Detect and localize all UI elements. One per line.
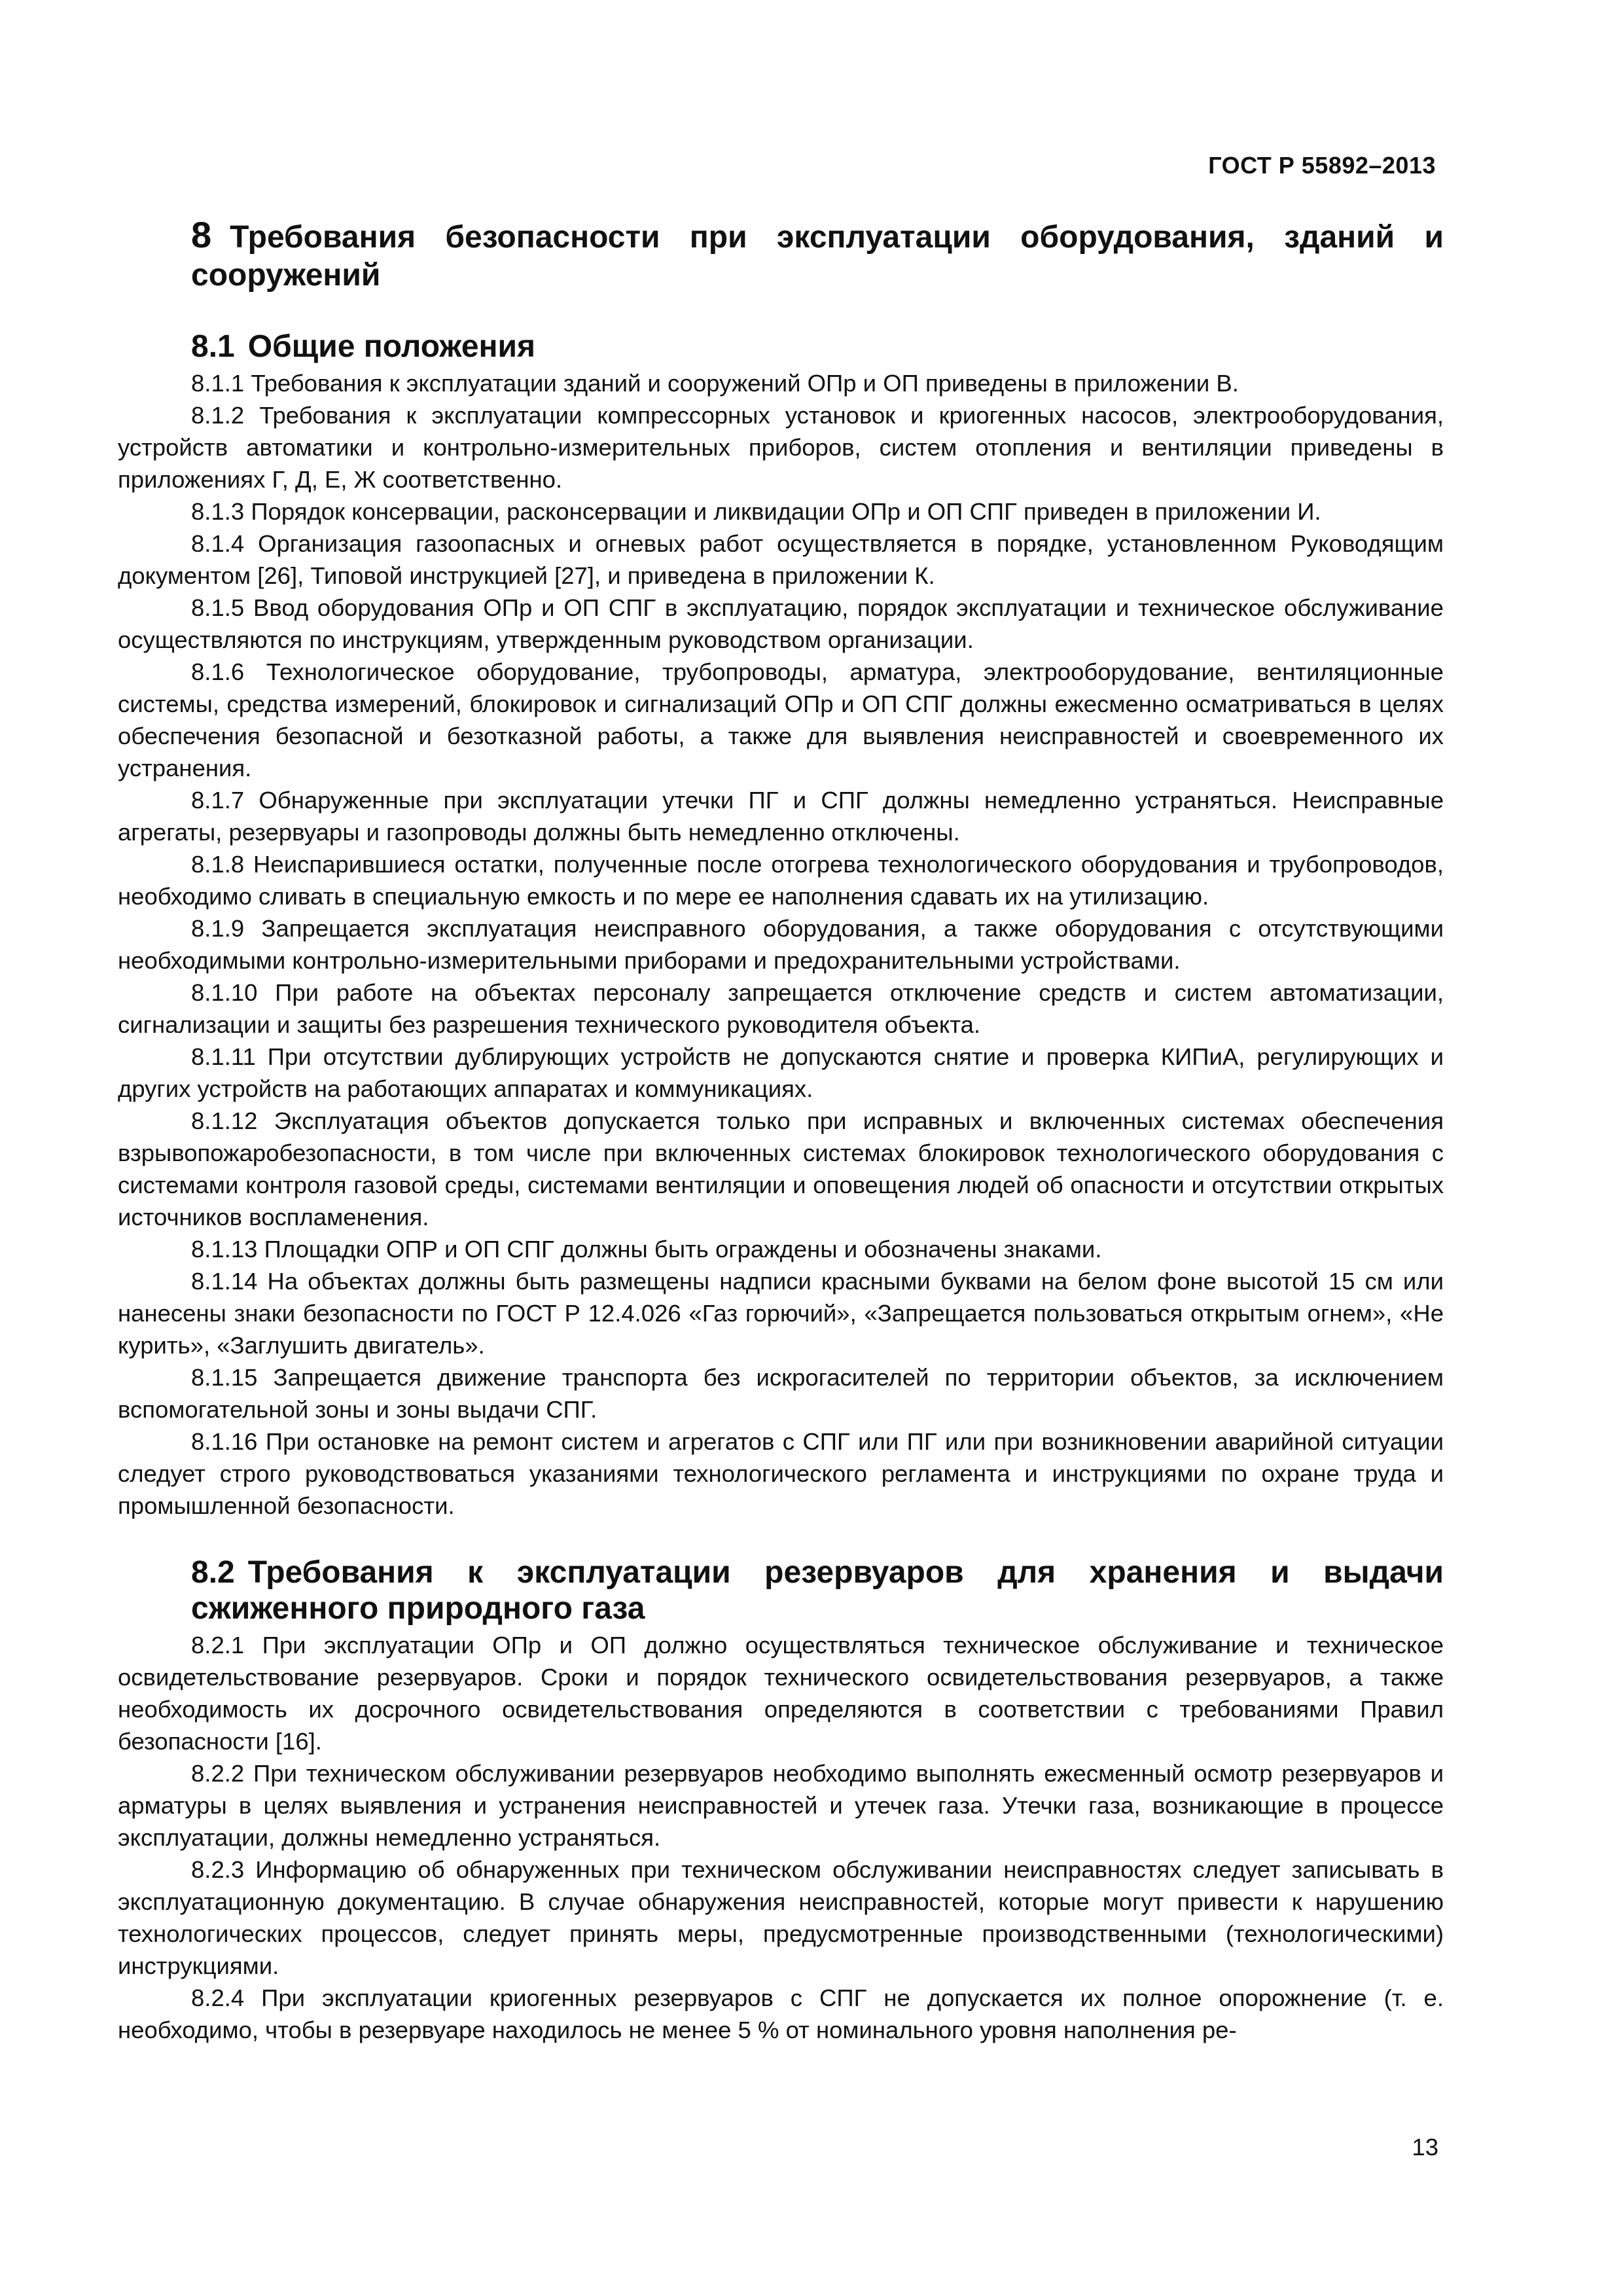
- page-content: [118, 216, 1444, 2046]
- paragraph-8-1-8: 8.1.8 Неиспарившиеся остатки, полученные после отогрева технологического оборудования и трубопроводов, необходимо сливать в специальную емкость и по мере ее наполнения сдавать их на утилизацию.: [118, 851, 1444, 910]
- paragraph-8-1-7: 8.1.7 Обнаруженные при эксплуатации утечки ПГ и СПГ должны немедленно устраняться. Неисправные агрегаты, резервуары и газопроводы должны быть немедленно отключены.: [118, 787, 1444, 846]
- paragraph-8-1-3: 8.1.3 Порядок консервации, расконсервации и ликвидации ОПр и ОП СПГ приведен в приложении И.: [191, 498, 1321, 525]
- paragraph-8-1-5: 8.1.5 Ввод оборудования ОПр и ОП СПГ в эксплуатацию, порядок эксплуатации и техническое обслуживание осуществляются по инструкциям, утвержденным руководством организации.: [118, 594, 1444, 653]
- paragraph-8-1-12: 8.1.12 Эксплуатация объектов допускается только при исправных и включенных системах обеспечения взрывопожаробезопасности, в том числе при включенных системах блокировок технологического оборудования с системами контроля газовой среды, системами вентиляции и оповещения людей об опасности и отсутствии открытых источников воспламенения.: [118, 1107, 1444, 1230]
- paragraph-8-1-6: 8.1.6 Технологическое оборудование, трубопроводы, арматура, электрооборудование, вентиляционные системы, средства измерений, блокировок и сигнализаций ОПр и ОП СПГ должны ежесменно осматриваться в целях обеспечения безопасной и безотказной работы, а также для выявления неисправностей и своевременного их устранения.: [118, 658, 1444, 781]
- page-number: 13: [1412, 2134, 1438, 2161]
- subsection-number: 8.2: [191, 1555, 235, 1590]
- paragraph-8-2-4: 8.2.4 При эксплуатации криогенных резервуаров с СПГ не допускается их полное опорожнение (т. е. необходимо, чтобы в резервуаре находилось не менее 5 % от номинального уровня наполнения ре-: [118, 1984, 1444, 2043]
- paragraph-8-1-16: 8.1.16 При остановке на ремонт систем и агрегатов с СПГ или ПГ или при возникновении аварийной ситуации следует строго руководствоваться указаниями технологического регламента и инструкциями по охране труда и промышленной безопасности.: [118, 1428, 1444, 1519]
- paragraph-8-1-1: 8.1.1 Требования к эксплуатации зданий и сооружений ОПр и ОП приведены в приложении В.: [191, 370, 1239, 397]
- paragraph-8-1-9: 8.1.9 Запрещается эксплуатация неисправного оборудования, а также оборудования с отсутствующими необходимыми контрольно-измерительными приборами и предохранительными устройствами.: [118, 915, 1444, 974]
- paragraph-8-2-2: 8.2.2 При техническом обслуживании резервуаров необходимо выполнять ежесменный осмотр резервуаров и арматуры в целях выявления и устранения неисправностей и утечек газа. Утечки газа, возникающие в процессе эксплуатации, должны немедленно устраняться.: [118, 1760, 1444, 1851]
- subsection-heading-8-2: [191, 1554, 1444, 1626]
- section-heading: [191, 216, 1444, 295]
- subsection-number: 8.1: [191, 329, 235, 364]
- paragraph-8-1-15: 8.1.15 Запрещается движение транспорта без искрогасителей по территории объектов, за исключением вспомогательной зоны и зоны выдачи СПГ.: [118, 1364, 1444, 1423]
- subsection-title: Общие положения: [247, 329, 536, 364]
- paragraph-8-2-1: 8.2.1 При эксплуатации ОПр и ОП должно осуществляться техническое обслуживание и техническое освидетельствование резервуаров. Сроки и порядок технического освидетельствования резервуаров, а также необходимость их досрочного освидетельствования определяются в соответствии с требованиями Правил безопасности [16].: [118, 1632, 1444, 1755]
- paragraph-8-1-2: 8.1.2 Требования к эксплуатации компрессорных установок и криогенных насосов, электрооборудования, устройств автоматики и контрольно-измерительных приборов, систем отопления и вентиляции приведены в приложениях Г, Д, Е, Ж соответственно.: [118, 402, 1444, 493]
- subsection-8-2-body: [118, 1629, 1444, 2046]
- paragraph-8-1-10: 8.1.10 При работе на объектах персоналу запрещается отключение средств и систем автоматизации, сигнализации и защиты без разрешения технического руководителя объекта.: [118, 979, 1444, 1038]
- paragraph-8-1-13: 8.1.13 Площадки ОПР и ОП СПГ должны быть ограждены и обозначены знаками.: [191, 1236, 1102, 1263]
- document-code: ГОСТ Р 55892–2013: [1208, 152, 1436, 179]
- section-number: 8: [191, 214, 212, 255]
- subsection-title: Требования к эксплуатации резервуаров для хранения и выдачи сжиженного природного газа: [191, 1555, 1444, 1626]
- paragraph-8-1-4: 8.1.4 Организация газоопасных и огневых работ осуществляется в порядке, установленном Руководящим документом [26], Типовой инструкцией [27], и приведена в приложении К.: [118, 530, 1444, 589]
- section-title: Требования безопасности при эксплуатации оборудования, зданий и сооружений: [191, 220, 1444, 293]
- paragraph-8-1-11: 8.1.11 При отсутствии дублирующих устройств не допускаются снятие и проверка КИПиА, регулирующих и других устройств на работающих аппаратах и коммуникациях.: [118, 1043, 1444, 1102]
- paragraph-8-1-14: 8.1.14 На объектах должны быть размещены надписи красными буквами на белом фоне высотой 15 см или нанесены знаки безопасности по ГОСТ Р 12.4.026 «Газ горючий», «Запрещается пользоваться открытым огнем», «Не курить», «Заглушить двигатель».: [118, 1268, 1444, 1359]
- subsection-heading-8-1: [191, 329, 1444, 365]
- subsection-8-1-body: [118, 367, 1444, 1522]
- paragraph-8-2-3: 8.2.3 Информацию об обнаруженных при техническом обслуживании неисправностях следует записывать в эксплуатационную документацию. В случае обнаружения неисправностей, которые могут привести к нарушению технологических процессов, следует принять меры, предусмотренные производственными (технологическими) инструкциями.: [118, 1856, 1444, 1979]
